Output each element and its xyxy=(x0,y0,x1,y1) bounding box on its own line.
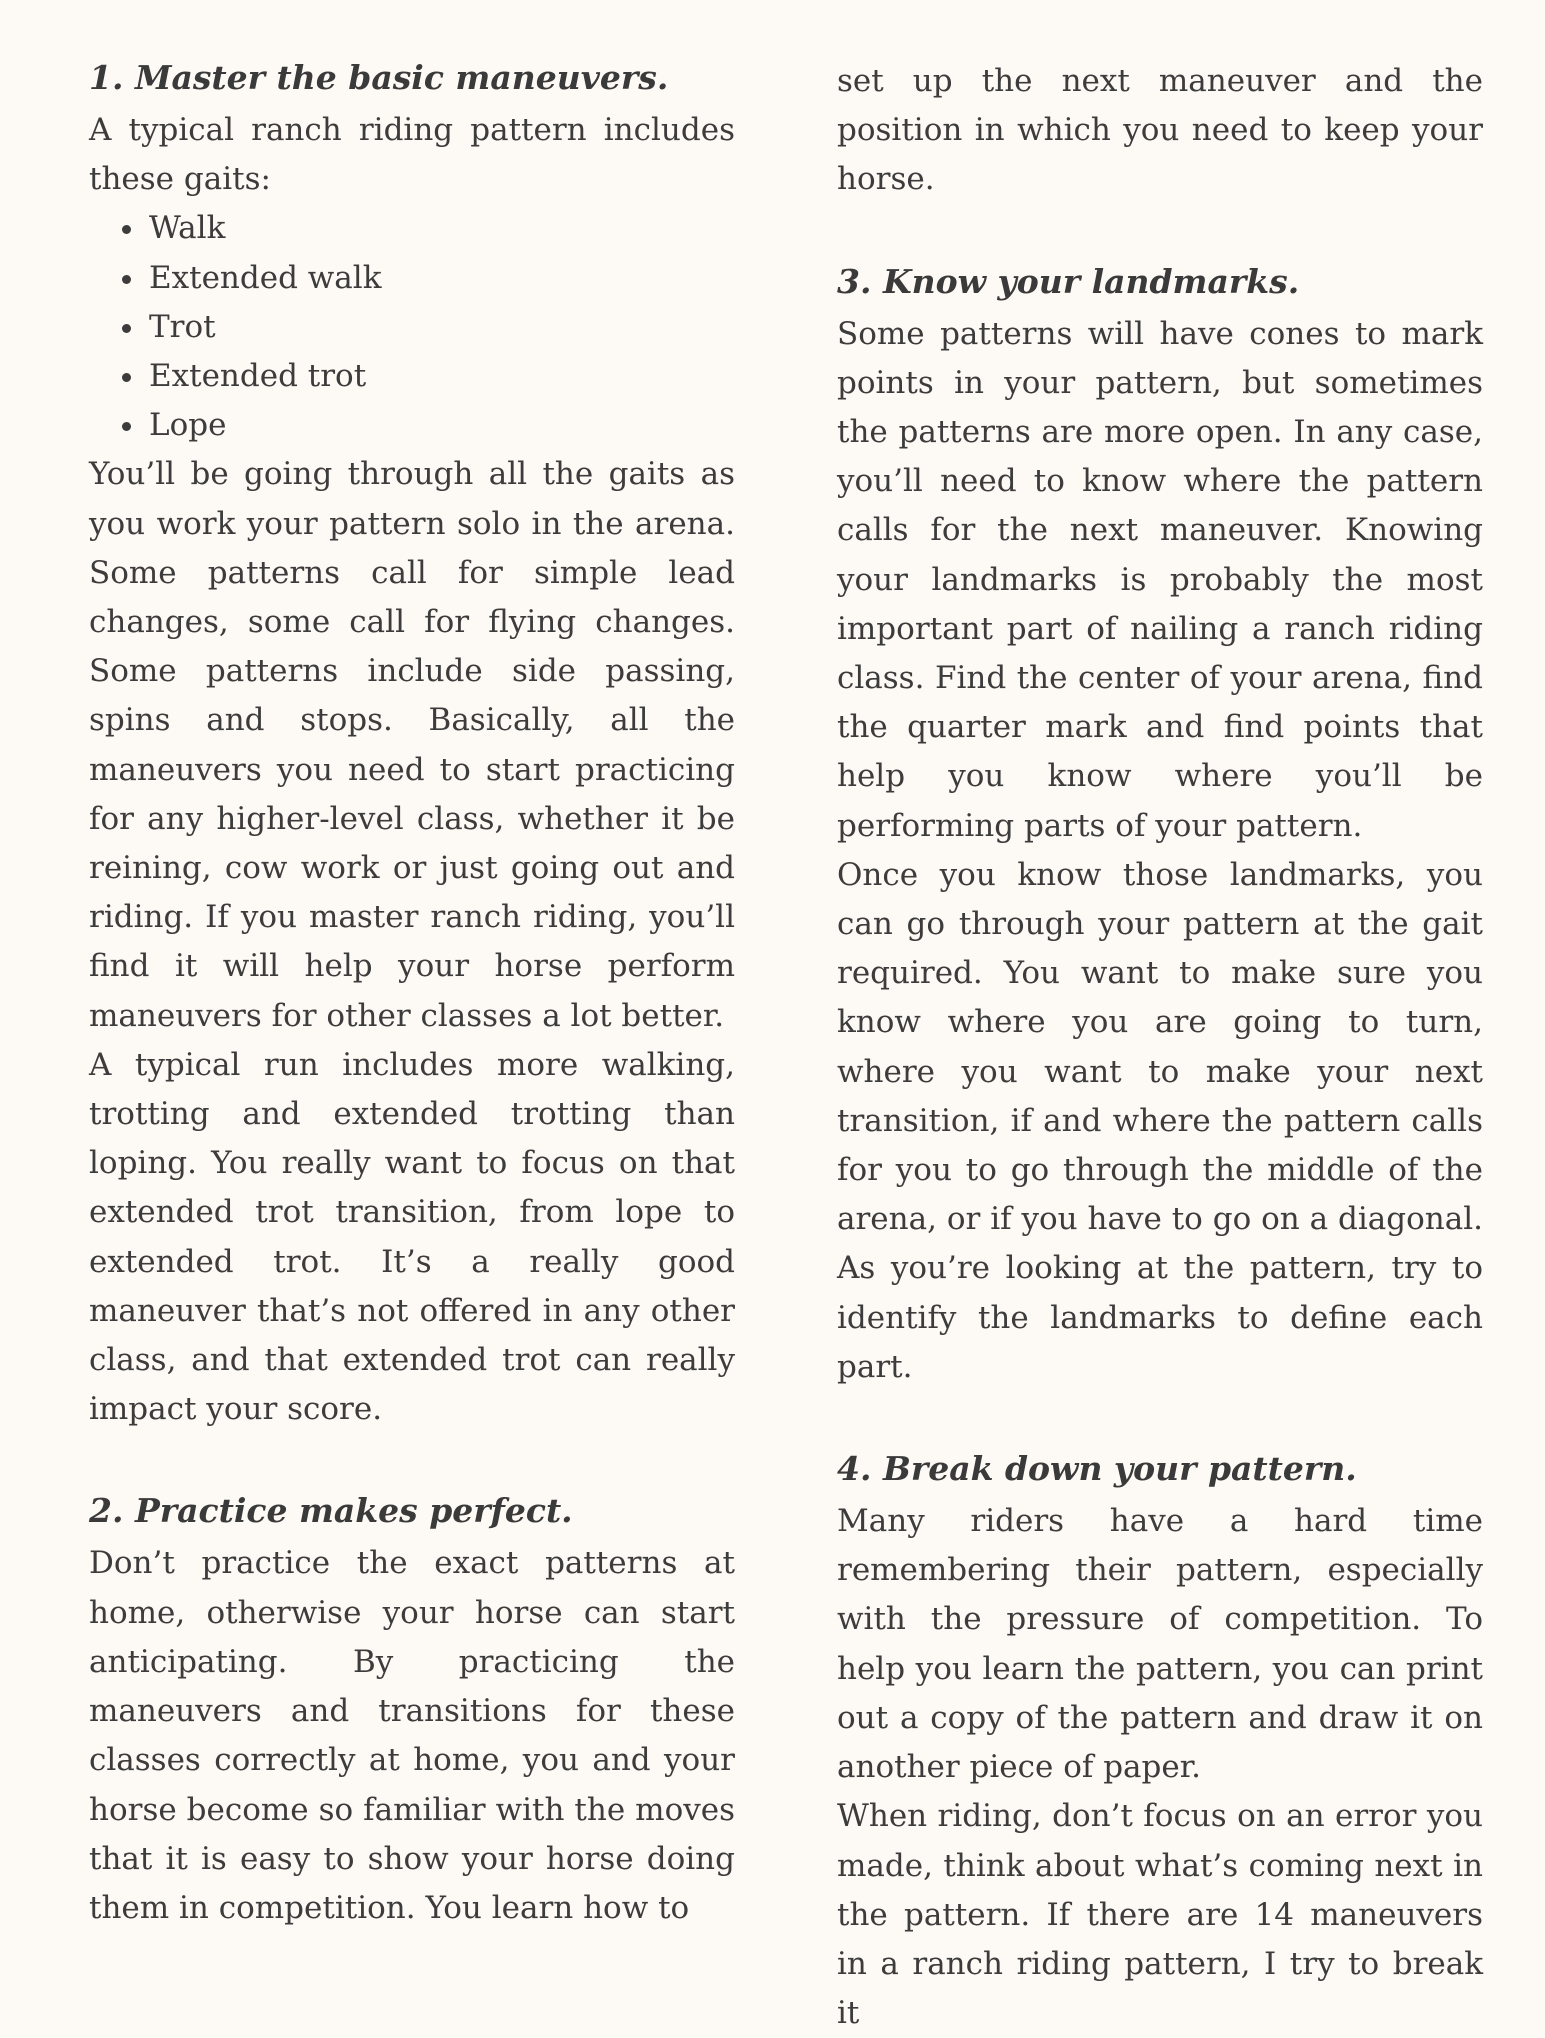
section3-paragraph-2: Once you know those landmarks, you can go through your pattern at the gait required. You want to make sure you know where you are going to turn, where you want to make your next transition, if and where the pattern calls for you to go through the middle of the arena, or if you have to go on a diagonal. As you’re looking at the pattern, try to identify the landmarks to define each part. xyxy=(837,856,1483,1385)
section-spacer xyxy=(837,1392,1483,1441)
section-heading-practice: 2. Practice makes perfect. xyxy=(89,1491,573,1531)
section2-continued-paragraph: set up the next maneuver and the position in which you need to keep your horse. xyxy=(837,63,1483,198)
section-heading-break-down: 4. Break down your pattern. xyxy=(837,1449,1357,1489)
right-column xyxy=(837,57,1483,2038)
section-spacer xyxy=(837,205,1483,254)
list-item: • Walk xyxy=(147,204,735,253)
list-item: • Extended trot xyxy=(147,352,735,401)
list-item: • Extended walk xyxy=(147,254,735,303)
left-column xyxy=(89,50,735,1933)
gaits-list xyxy=(89,204,735,450)
list-item: • Trot xyxy=(147,303,735,352)
section-heading-master-maneuvers: 1. Master the basic maneuvers. xyxy=(89,58,669,97)
list-item: • Lope xyxy=(147,401,735,450)
section2-paragraph-1: Don’t practice the exact patterns at home, otherwise your horse can start anticipating. By practicing the maneuvers and transitions for these classes correctly at home, you and your horse become so familiar with the moves that it is easy to show your horse doing them in competition. You learn how to xyxy=(89,1545,735,1926)
section-spacer xyxy=(89,1434,735,1483)
section1-paragraph-1: You’ll be going through all the gaits as you work your pattern solo in the arena. Some patterns call for simple lead changes, some call for flying changes. Some patterns include side passing, spins and stops. Basically, all the maneuvers you need to start practicing for any higher-level class, whether it be reining, cow work or just going out and riding. If you master ranch riding, you’ll find it will help your horse perform maneuvers for other classes a lot better. xyxy=(89,456,735,1034)
section1-intro: A typical ranch riding pattern includes these gaits: xyxy=(89,112,735,198)
section4-paragraph-1: Many riders have a hard time remembering their pattern, especially with the pressure of competition. To help you learn the pattern, you can print out a copy of the pattern and draw it on another piece of paper. xyxy=(837,1503,1483,1786)
section3-paragraph-1: Some patterns will have cones to mark points in your pattern, but sometimes the patterns are more open. In any case, you’ll need to know where the pattern calls for the next maneuver. Knowing your landmarks is probably the most important part of nailing a ranch riding class. Find the center of your arena, find the quarter mark and find points that help you know where you’ll be performing parts of your pattern. xyxy=(837,315,1483,844)
section4-paragraph-2: When riding, don’t focus on an error you made, think about what’s coming next in the pattern. If there are 14 maneuvers in a ranch riding pattern, I try to break it xyxy=(837,1798,1483,2032)
section1-paragraph-2: A typical run includes more walking, trotting and extended trotting than loping. You really want to focus on that extended trot transition, from lope to extended trot. It’s a really good maneuver that’s not offered in any other class, and that extended trot can really impact your score. xyxy=(89,1046,735,1428)
section-heading-landmarks: 3. Know your landmarks. xyxy=(837,261,1300,301)
